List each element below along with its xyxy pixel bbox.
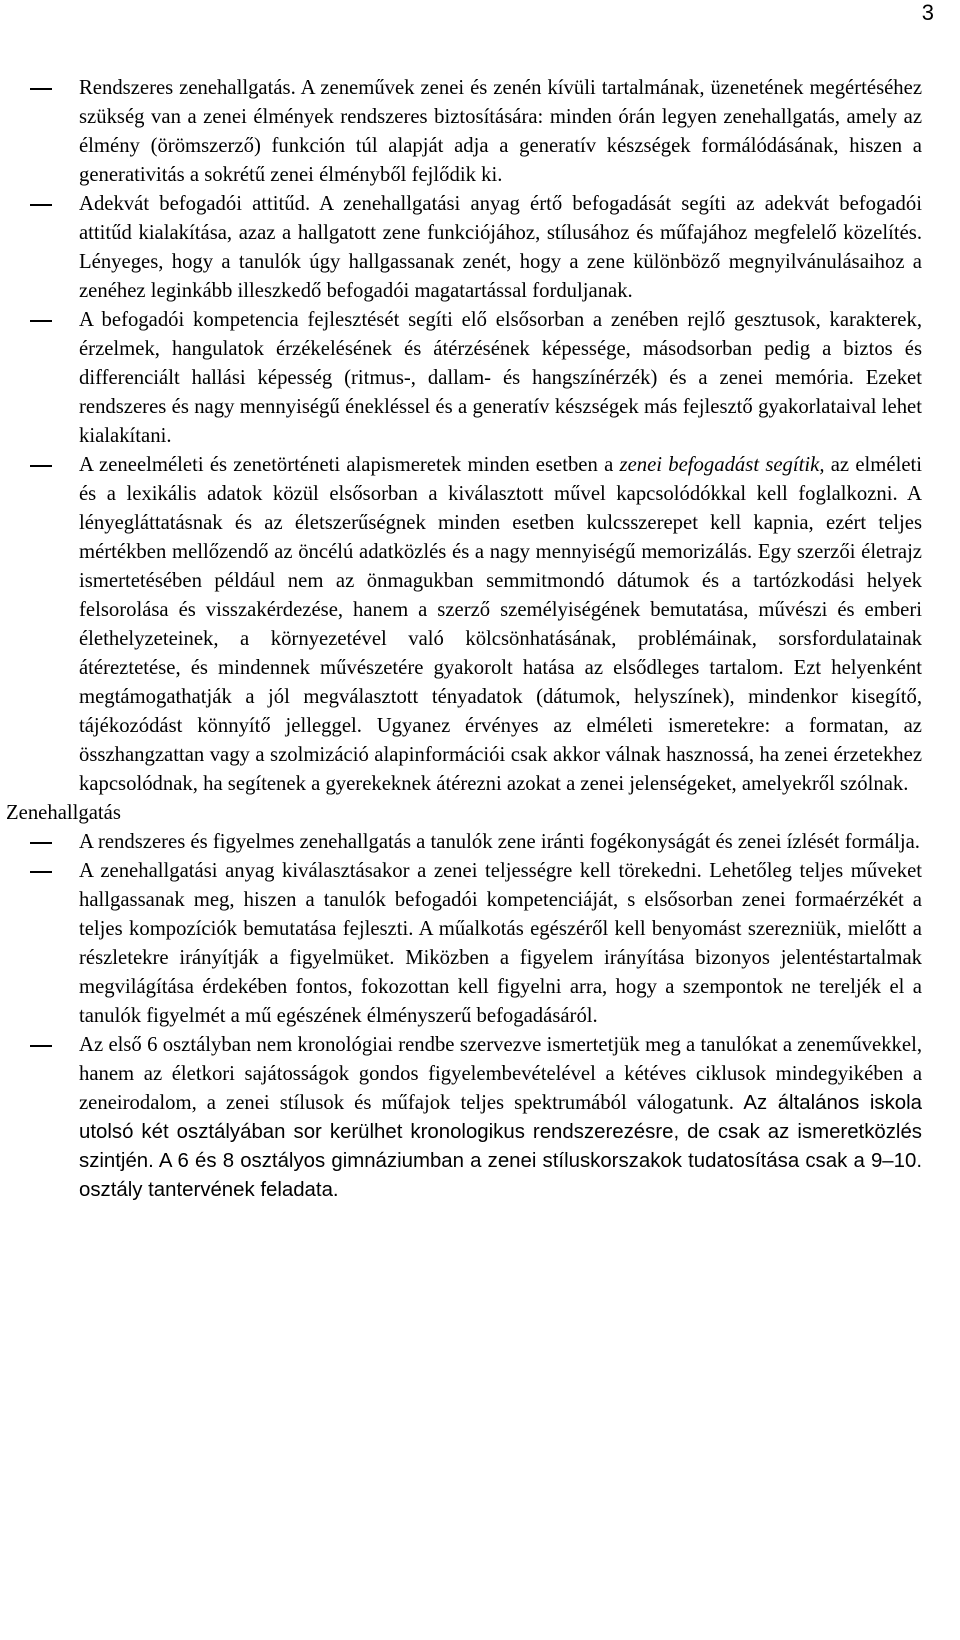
paragraph: A rendszeres és figyelmes zenehallgatás a tanulók zene iránti fogékonyságát és zenei ízlését formálja. (79, 831, 920, 853)
dash-bullet (30, 842, 52, 844)
list-item (0, 828, 922, 857)
dash-bullet (30, 204, 52, 206)
paragraph (79, 190, 922, 306)
list-item (0, 451, 922, 799)
item-text-sans: Az általános iskola utolsó két osztályában sor kerülhet kronologikus rendszerezésre, de csak az ismeretközlés szintjén. A 6 és 8 osztályos gimnáziumban a zenei stíluskorszakok tudatosítása csak a 9–10. osztály tantervének feladata. (79, 1092, 923, 1201)
paragraph (79, 74, 922, 190)
item-emphasis: zenei befogadást segítik, (619, 454, 825, 476)
item-lead: Adekvát befogadói attitűd. (79, 193, 311, 215)
dash-bullet (30, 871, 52, 873)
page-number: 3 (921, 0, 934, 25)
item-text: az elméleti és a lexikális adatok közül elsősorban a kiválasztott művel kapcsolódókkal kell foglalkozni. A lényegláttatásnak és az életszerűségnek minden esetben kulcsszerepet kell kapnia, ezért teljes mértékben mellőzendő az öncélú adatközlés és a nagy mennyiségű memorizálás. Egy szerzői életrajz ismertetésében például nem az önmagukban semmitmondó dátumok és a tartózkodási helyek felsorolása és visszakérdezése, hanem a szerző személyiségének bemutatása, művészi és emberi élethelyzeteinek, a környezetével való kölcsönhatásának, problémáinak, sorsfordulatainak átéreztetése, és mindennek művészetére gyakorolt hatása az elsődleges tartalom. Ezt helyenként megtámogathatják a jól megválasztott tényadatok (dátumok, helyszínek), mindenkor kisegítő, tájékozódást könnyítő jelleggel. Ugyanez érvényes az elméleti ismeretekre: a formatan, az összhangzattan vagy a szolmizáció alapinformációi csak akkor válnak hasznossá, ha zenei érzetekhez kapcsolódnak, ha segítenek a gyerekeknek átérezni azokat a zenei jelenségeket, amelyekről szólnak. (79, 454, 922, 795)
section-heading: Zenehallgatás (6, 802, 121, 824)
document-body (0, 74, 922, 1205)
paragraph: A befogadói kompetencia fejlesztését segíti elő elsősorban a zenében rejlő gesztusok, karakterek, érzelmek, hangulatok érzékelésének és átérzésének képessége, másodsorban pedig a biztos és differenciált hallási képesség (ritmus-, dallam- és hangszínérzék) és a zenei memória. Ezeket rendszeres és nagy mennyiségű énekléssel és a generatív készségek más fejlesztő gyakorlataival lehet kialakítani. (79, 309, 922, 447)
item-text: A zenehallgatási anyag értő befogadását segíti az adekvát befogadói attitűd kialakítása, azaz a hallgatott zene funkciójához, stílusához és műfajához megfelelő közelítés. Lényeges, hogy a tanulók úgy hallgassanak zenét, hogy a zene különböző megnyilvánulásaihoz a zenéhez leginkább illeszkedő befogadói magatartással forduljanak. (79, 193, 922, 302)
list-item (0, 857, 922, 1031)
list-item (0, 306, 922, 451)
list-item (0, 1031, 922, 1205)
dash-bullet (30, 88, 52, 90)
item-lead: Rendszeres zenehallgatás. (79, 77, 296, 99)
dash-bullet (30, 1045, 52, 1047)
list-item (0, 190, 922, 306)
dash-bullet (30, 465, 52, 467)
paragraph: A zenehallgatási anyag kiválasztásakor a zenei teljességre kell törekedni. Lehetőleg teljes műveket hallgassanak meg, hiszen a tanulók befogadói kompetenciáját, s elsősorban zenei formaérzékét a teljes kompozíciók bemutatása fejleszti. A műalkotás egészéről kell benyomást szerezniük, mielőtt a részletekre irányítják a figyelmüket. Miközben a figyelem irányítása bizonyos jelentéstartalmak megvilágítása érdekében fontos, fokozottan kell figyelni arra, hogy a szempontok ne tereljék el a tanulók figyelmét a mű egészének élményszerű befogadásáról. (79, 860, 922, 1027)
paragraph (79, 451, 922, 799)
list-item (0, 74, 922, 190)
paragraph (79, 1031, 922, 1205)
dash-bullet (30, 320, 52, 322)
item-text: A zeneelméleti és zenetörténeti alapismeretek minden esetben a (79, 454, 620, 476)
item-text: A zeneművek zenei és zenén kívüli tartalmának, üzenetének megértéséhez szükség van a zenei élmények rendszeres biztosítására: minden órán legyen zenehallgatás, amely az élmény (örömszerző) funkción túl alapját adja a generatív készségek formálódásának, hiszen a generativitás a sokrétű zenei élményből fejlődik ki. (79, 77, 923, 186)
item-text: Az első 6 osztályban nem kronológiai rendbe szervezve ismertetjük meg a tanulókat a zeneművekkel, hanem az életkori sajátosságok gondos figyelembevételével a kétéves ciklusok mindegyikében a zeneirodalom, a zenei stílusok és műfajok teljes spektrumából válogatunk. (79, 1034, 922, 1114)
